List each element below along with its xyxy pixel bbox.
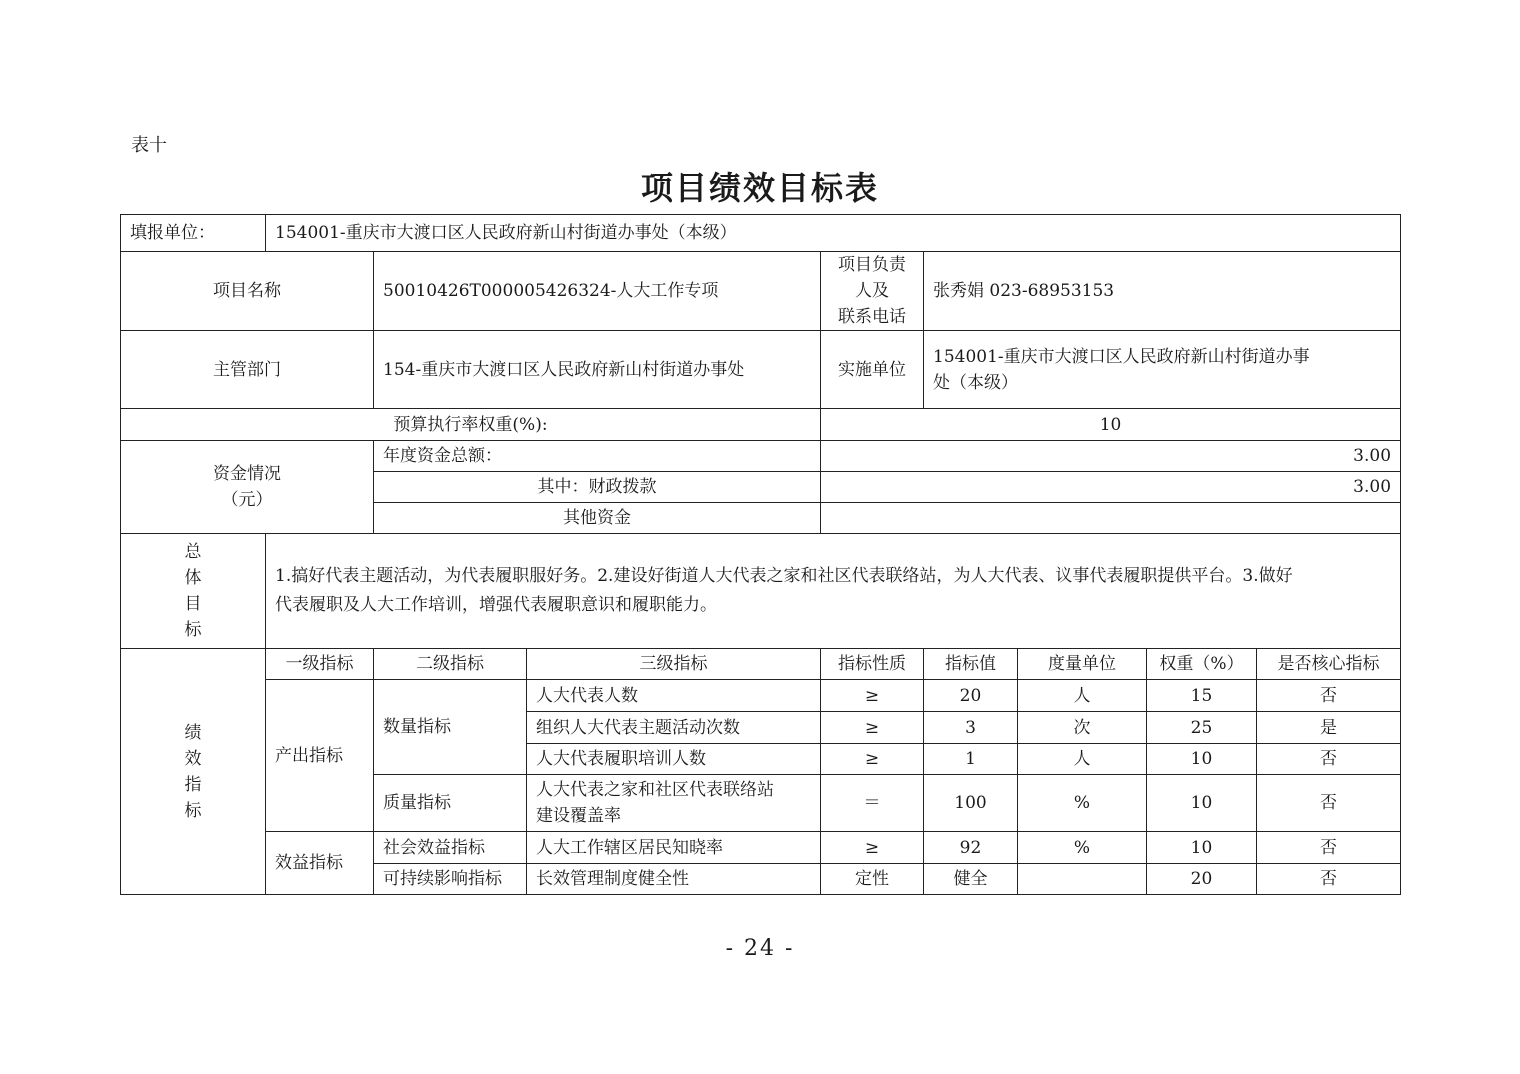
level3-name — [527, 775, 821, 832]
header-level1: 一级指标 — [266, 649, 374, 680]
department-value: 154-重庆市大渡口区人民政府新山村街道办事处 — [374, 331, 821, 409]
indicator-nature: ≥ — [821, 744, 924, 775]
implementing-unit-label: 实施单位 — [821, 331, 924, 409]
department-label: 主管部门 — [121, 331, 374, 409]
indicator-core: 否 — [1257, 744, 1401, 775]
project-name-row — [121, 252, 1401, 331]
funds-total-label: 年度资金总额： — [374, 441, 821, 472]
indicators-label-char: 指 — [184, 774, 202, 795]
funds-fiscal-value: 3.00 — [821, 472, 1401, 503]
reporting-unit-value: 154001-重庆市大渡口区人民政府新山村街道办事处（本级） — [266, 215, 1401, 252]
indicator-nature: ＝ — [821, 775, 924, 832]
indicator-value: 92 — [924, 832, 1018, 864]
level3-name: 人大代表人数 — [527, 680, 821, 712]
page-number: - 24 - — [725, 936, 795, 961]
indicators-label-char: 标 — [184, 800, 202, 821]
level2-quality: 质量指标 — [374, 775, 527, 832]
project-name-label: 项目名称 — [121, 252, 374, 331]
funds-other-value — [821, 503, 1401, 534]
implementing-unit-value-line-1: 154001-重庆市大渡口区人民政府新山村街道办事 — [933, 346, 1310, 367]
indicator-core: 否 — [1257, 832, 1401, 864]
indicator-weight: 25 — [1147, 712, 1257, 744]
indicator-value: 健全 — [924, 864, 1018, 895]
indicator-weight: 10 — [1147, 744, 1257, 775]
indicator-unit: 人 — [1018, 744, 1147, 775]
table-number: 表十 — [131, 135, 167, 156]
header-level3: 三级指标 — [527, 649, 821, 680]
indicator-unit: % — [1018, 775, 1147, 832]
header-core: 是否核心指标 — [1257, 649, 1401, 680]
overall-goal-label-char: 标 — [184, 620, 202, 640]
funds-label-line-1: 资金情况 — [213, 464, 281, 484]
level2-social-benefit: 社会效益指标 — [374, 832, 527, 864]
indicator-unit — [1018, 864, 1147, 895]
indicator-row — [121, 832, 1401, 864]
overall-goal-label-char: 总 — [184, 542, 202, 562]
indicator-core: 否 — [1257, 680, 1401, 712]
performance-goal-table — [120, 214, 1401, 895]
header-value: 指标值 — [924, 649, 1018, 680]
indicators-label-char: 绩 — [184, 722, 202, 743]
level3-name: 长效管理制度健全性 — [527, 864, 821, 895]
indicator-unit: 次 — [1018, 712, 1147, 744]
level3-name-line-2: 建设覆盖率 — [536, 806, 621, 826]
indicator-weight: 15 — [1147, 680, 1257, 712]
funds-total-value: 3.00 — [821, 441, 1401, 472]
project-leader-label-line-1: 项目负责人及 — [838, 255, 906, 301]
funds-label-line-2: （元） — [221, 490, 273, 510]
level3-name: 人大代表履职培训人数 — [527, 744, 821, 775]
implementing-unit-value-line-2: 处（本级） — [933, 372, 1018, 393]
level2-quantity: 数量指标 — [374, 680, 527, 775]
header-weight: 权重（%） — [1147, 649, 1257, 680]
project-name-value: 50010426T000005426324-人大工作专项 — [374, 252, 821, 331]
page-title: 项目绩效目标表 — [640, 169, 879, 207]
department-row — [121, 331, 1401, 409]
indicator-unit: 人 — [1018, 680, 1147, 712]
indicator-weight: 20 — [1147, 864, 1257, 895]
project-leader-label-line-2: 联系电话 — [838, 307, 906, 327]
budget-weight-label: 预算执行率权重(%): — [121, 409, 821, 441]
funds-total-row — [121, 441, 1401, 472]
level2-sustainable-impact: 可持续影响指标 — [374, 864, 527, 895]
indicators-label — [121, 649, 266, 895]
indicator-row — [121, 680, 1401, 712]
implementing-unit-value — [924, 331, 1401, 409]
header-level2: 二级指标 — [374, 649, 527, 680]
indicator-nature: 定性 — [821, 864, 924, 895]
level3-name: 人大工作辖区居民知晓率 — [527, 832, 821, 864]
level1-output: 产出指标 — [266, 680, 374, 832]
overall-goal-text-line-2: 代表履职及人大工作培训，增强代表履职意识和履职能力。 — [275, 595, 717, 615]
level3-name-line-1: 人大代表之家和社区代表联络站 — [536, 780, 774, 800]
indicator-value: 3 — [924, 712, 1018, 744]
indicator-core: 否 — [1257, 864, 1401, 895]
budget-weight-row — [121, 409, 1401, 441]
header-unit: 度量单位 — [1018, 649, 1147, 680]
overall-goal-label — [121, 534, 266, 649]
indicators-label-char: 效 — [184, 748, 202, 769]
funds-label — [121, 441, 374, 534]
level3-name: 组织人大代表主题活动次数 — [527, 712, 821, 744]
indicator-core: 否 — [1257, 775, 1401, 832]
overall-goal-label-char: 目 — [184, 594, 202, 614]
indicator-value: 20 — [924, 680, 1018, 712]
overall-goal-text — [266, 534, 1401, 649]
project-leader-value: 张秀娟 023-68953153 — [924, 252, 1401, 331]
overall-goal-row — [121, 534, 1401, 649]
reporting-unit-row — [121, 215, 1401, 252]
budget-weight-value: 10 — [821, 409, 1401, 441]
indicator-value: 1 — [924, 744, 1018, 775]
funds-other-label: 其他资金 — [374, 503, 821, 534]
overall-goal-text-line-1: 1.搞好代表主题活动，为代表履职服好务。2.建设好街道人大代表之家和社区代表联络站，为人大代表、议事代表履职提供平台。3.做好 — [275, 566, 1293, 586]
indicator-weight: 10 — [1147, 775, 1257, 832]
indicator-nature: ≥ — [821, 680, 924, 712]
reporting-unit-label: 填报单位： — [121, 215, 266, 252]
level1-benefit: 效益指标 — [266, 832, 374, 895]
indicator-header-row — [121, 649, 1401, 680]
overall-goal-label-char: 体 — [184, 568, 202, 588]
indicator-nature: ≥ — [821, 712, 924, 744]
project-leader-label — [821, 252, 924, 331]
indicator-nature: ≥ — [821, 832, 924, 864]
header-nature: 指标性质 — [821, 649, 924, 680]
indicator-value: 100 — [924, 775, 1018, 832]
indicator-unit: % — [1018, 832, 1147, 864]
indicator-core: 是 — [1257, 712, 1401, 744]
funds-fiscal-label: 其中：财政拨款 — [374, 472, 821, 503]
indicator-weight: 10 — [1147, 832, 1257, 864]
